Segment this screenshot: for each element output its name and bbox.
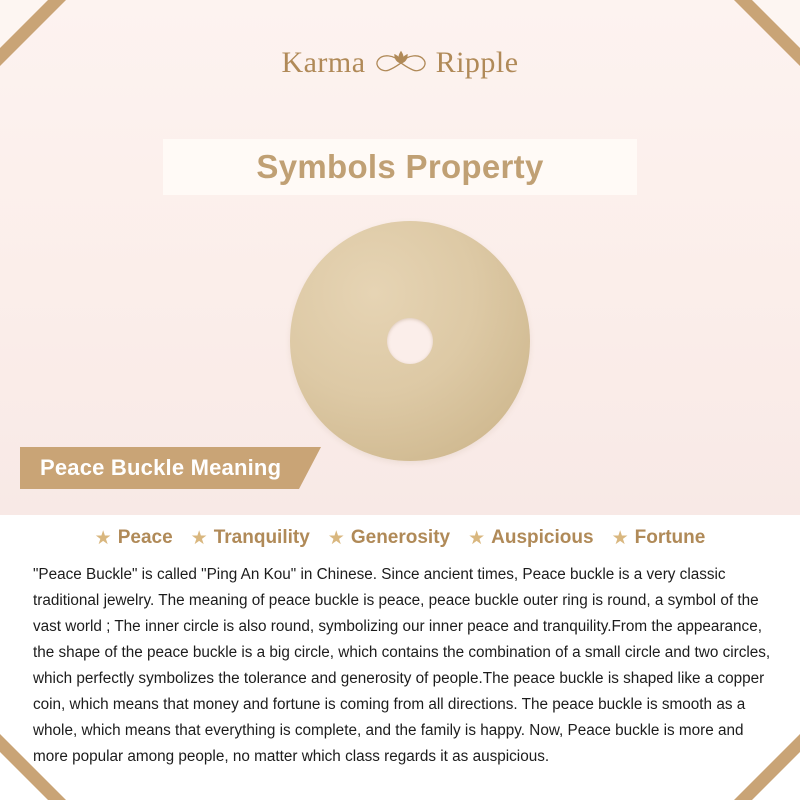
star-icon: ★ [190,527,208,549]
keyword-label: Tranquility [213,527,310,548]
list-item [328,527,450,549]
section-ribbon [20,447,299,489]
list-item [95,527,173,549]
product-image [290,221,530,461]
brand-name-left: Karma [281,46,366,79]
brand-logo [0,46,800,80]
page-title: Symbols Property [256,148,544,185]
page-title-band [163,139,637,195]
lotus-infinity-icon [372,46,430,80]
keyword-label: Generosity [350,527,451,548]
ribbon-tail-shape [299,447,321,489]
keyword-list [0,527,800,549]
star-icon: ★ [468,527,486,549]
star-icon: ★ [327,527,345,549]
keyword-label: Peace [117,527,173,548]
list-item [468,527,593,549]
list-item [191,527,310,549]
star-icon: ★ [611,527,629,549]
star-icon: ★ [94,527,112,549]
section-ribbon-label: Peace Buckle Meaning [40,455,282,480]
peace-buckle-inner-hole [387,318,433,364]
keyword-label: Auspicious [491,527,594,548]
keyword-label: Fortune [634,527,706,548]
description-paragraph: "Peace Buckle" is called "Ping An Kou" in Chinese. Since ancient times, Peace buckle is a very classic traditional jewelry. The meaning of peace buckle is peace, peace buckle outer ring is round, a symbol of the vast world ; The inner circle is also round, symbolizing our inner peace and tranquility.From the appearance, the shape of the peace buckle is a big circle, which contains the combination of a small circle and two circles, which perfectly symbolizes the tolerance and generosity of people.The peace buckle is shaped like a copper coin, which means that money and fortune is coming from all directions. The peace buckle is smooth as a whole, which means that everything is complete, and the family is happy. Now, Peace buckle is more and more popular among people, no matter which class regards it as auspicious. [33,566,771,765]
list-item [612,527,706,549]
corner-notch-top-left [0,0,48,48]
brand-name-right: Ripple [435,46,519,79]
corner-notch-top-right [752,0,800,48]
peace-buckle-disc [290,221,530,461]
